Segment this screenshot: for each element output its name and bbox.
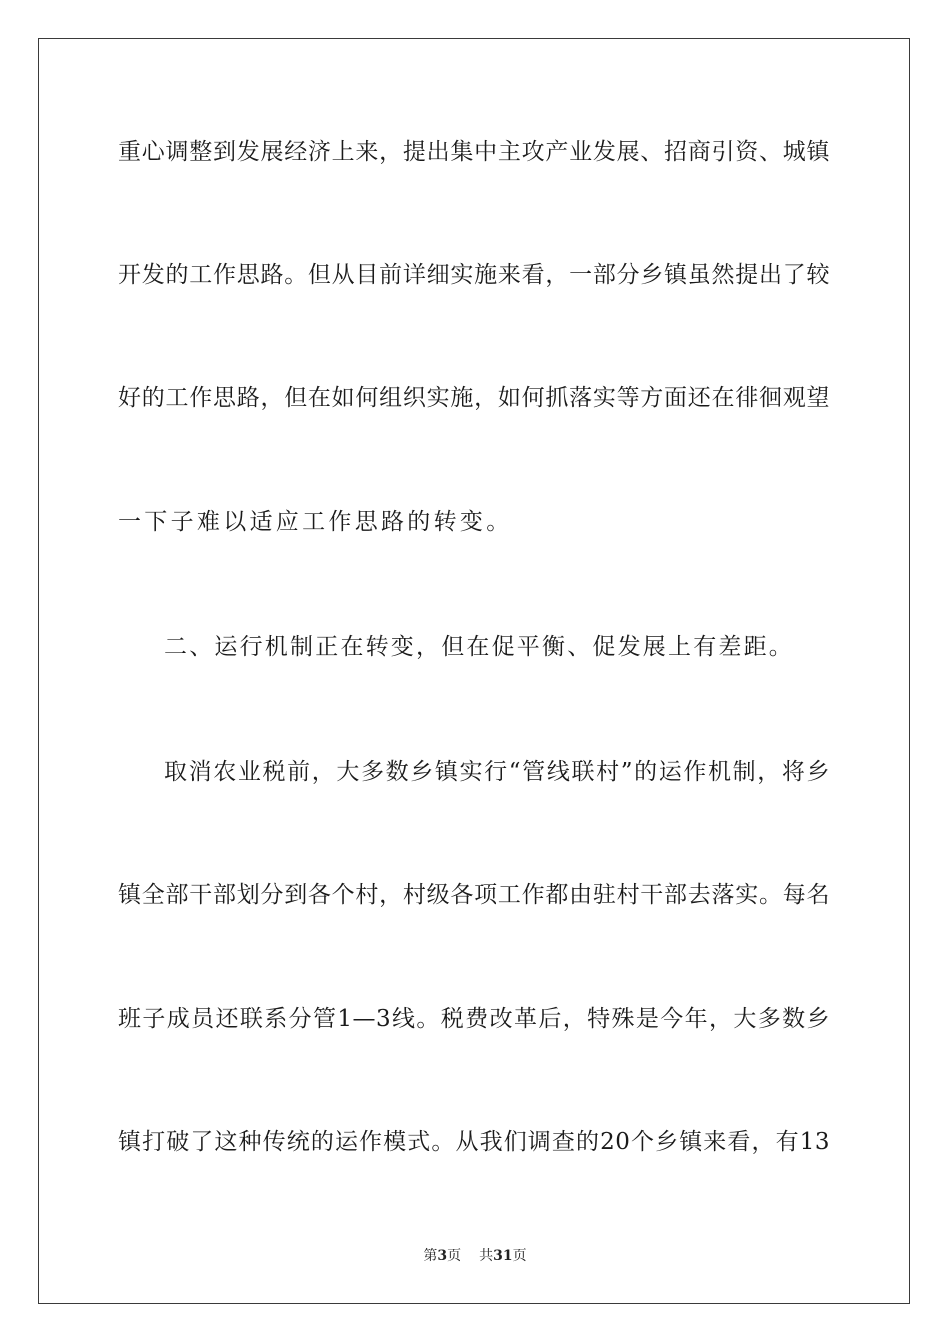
body-line-4: 一下子难以适应工作思路的转变。 [118, 509, 513, 535]
page-current-number: 3 [437, 1248, 448, 1264]
page-footer [0, 1247, 950, 1265]
total-prefix: 共 [479, 1248, 494, 1264]
body-line-7: 镇全部干部划分到各个村，村级各项工作都由驻村干部去落实。每名 [118, 882, 830, 908]
page-prefix: 第 [423, 1248, 438, 1264]
body-line-8: 班子成员还联系分管1—3线。税费改革后，特殊是今年，大多数乡 [118, 1006, 830, 1032]
body-line-2: 开发的工作思路。但从目前详细实施来看，一部分乡镇虽然提出了较 [118, 262, 830, 288]
body-line-9: 镇打破了这种传统的运作模式。从我们调查的20个乡镇来看，有13 [118, 1129, 830, 1155]
body-line-1: 重心调整到发展经济上来，提出集中主攻产业发展、招商引资、城镇 [118, 139, 830, 165]
total-unit: 页 [512, 1248, 527, 1264]
page-total-number: 31 [493, 1248, 513, 1264]
page-unit: 页 [447, 1248, 462, 1264]
section-heading: 二、运行机制正在转变，但在促平衡、促发展上有差距。 [164, 634, 794, 660]
page-border [38, 38, 910, 1304]
body-line-3: 好的工作思路，但在如何组织实施，如何抓落实等方面还在徘徊观望 [118, 385, 830, 411]
body-line-6: 取消农业税前，大多数乡镇实行“管线联村”的运作机制，将乡 [164, 759, 830, 785]
